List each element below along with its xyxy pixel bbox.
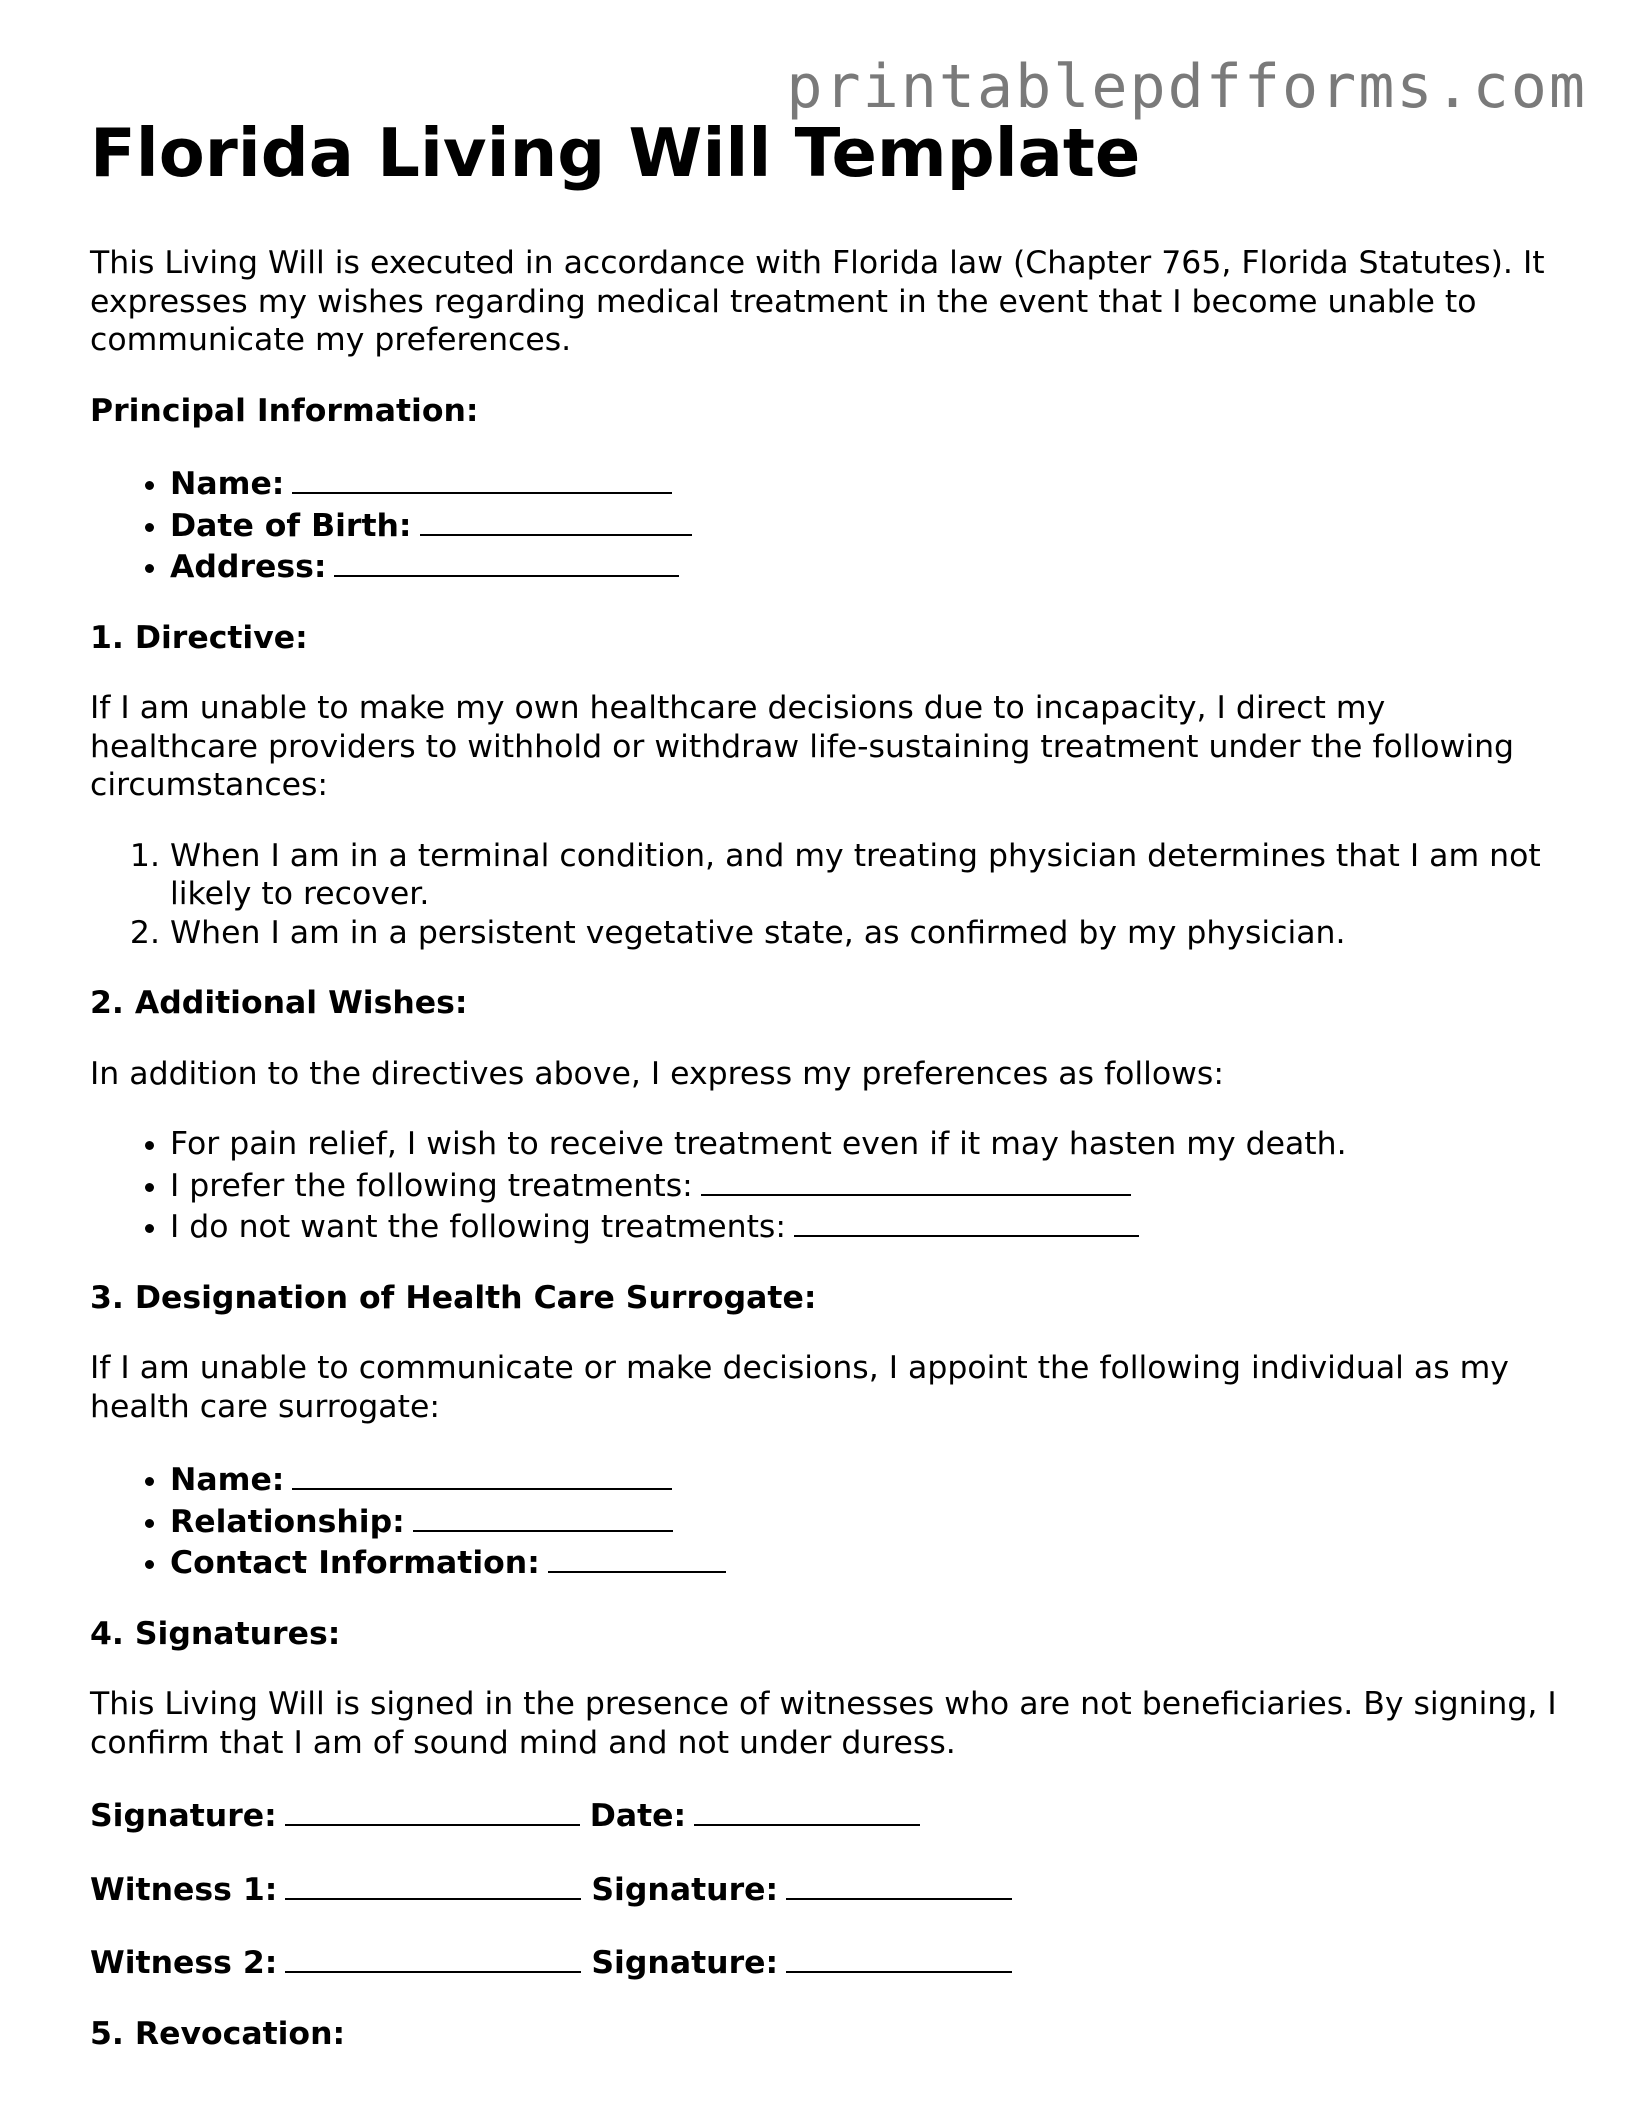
signatures-heading: 4. Signatures:: [90, 1615, 341, 1652]
principal-address-label: Address:: [170, 549, 327, 585]
directive-text: If I am unable to make my own healthcare decisions due to incapacity, I direct my healthcare providers to withhold or withdraw life-sustaining treatment under the following circumstances:: [90, 690, 1515, 803]
witness1-label: Witness 1:: [90, 1871, 278, 1908]
directive-item: 1. When I am in a terminal condition, and my treating physician determines that I am not likely to recover.: [170, 837, 1560, 914]
revocation-heading: 5. Revocation:: [90, 2015, 346, 2052]
surrogate-name-item: [170, 1458, 1560, 1500]
directive-list: [90, 837, 1560, 953]
directive-item: 2. When I am in a persistent vegetative state, as confirmed by my physician.: [170, 914, 1560, 953]
preferred-treatments-blank[interactable]: [701, 1164, 1131, 1196]
document-title: Florida Living Will Template: [90, 114, 1141, 192]
surrogate-contact-blank[interactable]: [548, 1541, 726, 1573]
principal-address-blank[interactable]: [334, 545, 679, 577]
surrogate-relationship-item: [170, 1500, 1560, 1542]
witness1-row: [90, 1868, 1560, 1910]
principal-dob-label: Date of Birth:: [170, 507, 412, 544]
watermark: printablepdfforms.com: [786, 52, 1587, 122]
surrogate-relationship-blank[interactable]: [413, 1500, 673, 1532]
principal-name-blank[interactable]: [292, 462, 672, 494]
witness2-label: Witness 2:: [90, 1945, 278, 1981]
principal-dob-blank[interactable]: [420, 504, 692, 536]
wishes-heading: 2. Additional Wishes:: [90, 985, 468, 1021]
unwanted-treatments-blank[interactable]: [794, 1205, 1139, 1237]
document-page: [90, 112, 1560, 2053]
witness2-signature-blank[interactable]: [786, 1941, 1012, 1973]
principal-heading: Principal Information:: [90, 392, 479, 429]
principal-address-item: [170, 545, 1560, 587]
signatures-text: This Living Will is signed in the presence of witnesses who are not beneficiaries. By signing, I confirm that I am of sound mind and not under duress.: [90, 1686, 1557, 1761]
principal-signature-blank[interactable]: [285, 1794, 580, 1826]
surrogate-contact-item: [170, 1541, 1560, 1583]
witness1-signature-blank[interactable]: [786, 1868, 1012, 1900]
witness2-name-blank[interactable]: [285, 1941, 581, 1973]
signature-label: Signature:: [90, 1798, 277, 1834]
intro-paragraph: This Living Will is executed in accordance with Florida law (Chapter 765, Florida Statutes). It expresses my wishes regarding medical treatment in the event that I become unable to communicate my preferences.: [90, 245, 1545, 358]
principal-fields: [90, 462, 1560, 587]
surrogate-fields: [90, 1458, 1560, 1583]
surrogate-relationship-label: Relationship:: [170, 1503, 405, 1540]
wishes-item: [170, 1125, 1560, 1164]
witness1-signature-label: Signature:: [591, 1871, 779, 1908]
wishes-item: [170, 1205, 1560, 1247]
wishes-item-text: For pain relief, I wish to receive treatment even if it may hasten my death.: [170, 1126, 1347, 1162]
wishes-item-text: I prefer the following treatments:: [170, 1167, 693, 1204]
surrogate-name-blank[interactable]: [292, 1458, 672, 1490]
directive-heading: 1. Directive:: [90, 619, 308, 656]
witness2-signature-label: Signature:: [591, 1945, 779, 1981]
surrogate-heading: 3. Designation of Health Care Surrogate:: [90, 1279, 817, 1316]
wishes-list: [90, 1125, 1560, 1247]
date-label: Date:: [589, 1798, 687, 1834]
wishes-item: [170, 1164, 1560, 1206]
principal-name-label: Name:: [170, 466, 285, 502]
surrogate-contact-label: Contact Information:: [170, 1545, 540, 1581]
date-blank[interactable]: [694, 1794, 920, 1826]
principal-dob-item: [170, 504, 1560, 546]
principal-signature-row: [90, 1794, 1560, 1836]
witness2-row: [90, 1941, 1560, 1983]
surrogate-name-label: Name:: [170, 1462, 285, 1498]
principal-name-item: [170, 462, 1560, 504]
witness1-name-blank[interactable]: [285, 1868, 581, 1900]
wishes-text: In addition to the directives above, I express my preferences as follows:: [90, 1055, 1224, 1092]
wishes-item-text: I do not want the following treatments:: [170, 1209, 786, 1245]
surrogate-text: If I am unable to communicate or make decisions, I appoint the following individual as my health care surrogate:: [90, 1350, 1509, 1425]
